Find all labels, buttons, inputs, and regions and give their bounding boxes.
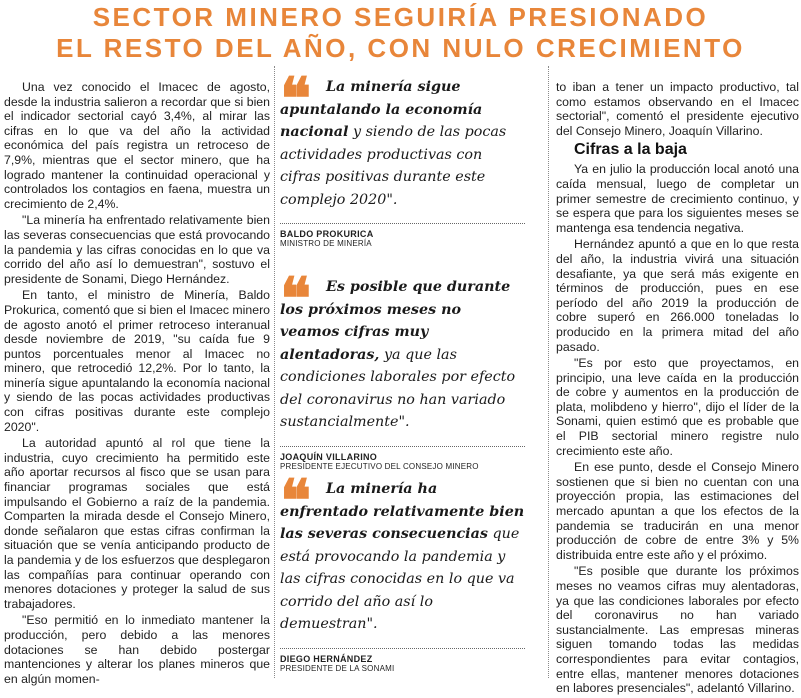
paragraph: La autoridad apuntó al rol que tiene la industria, cuyo crecimiento ha permitido este año aportar recursos al fisco que se usan para financiar programas sociales que está impulsando el Gobierno a raíz de la pandemia. Comparten la mirada desde el Consejo Minero, donde señalaron que estas cifras confirman la situación que se venía anticipando producto de la pandemia y de los esfuerzos que desplegaron las compañías para continuar operando con menores dotaciones y proteger la salud de sus trabajadores. bbox=[4, 436, 270, 611]
pull-quote-hernandez bbox=[280, 467, 525, 674]
headline bbox=[0, 2, 801, 64]
paragraph: Una vez conocido el Imacec de agosto, desde la industria salieron a recordar que si bien el indicador sectorial cayó 3,4%, al mirar las cifras en lo que va del año la actividad económica del país registra un retroceso de 7,9%, mientras que el sector minero, que ha logrado mantener la continuidad operacional y controlados los contagios en faena, muestra un crecimiento de 2,4%. bbox=[4, 80, 270, 211]
quote-mark-icon: ❝ bbox=[280, 467, 306, 535]
paragraph: "La minería ha enfrentado relativamente bien las severas consecuencias que está provocando la pandemia y las cifras conocidas en lo que va corrido del año así lo demuestran", sostuvo el presidente de Sonami, Diego Hernández. bbox=[4, 213, 270, 286]
quote-author: JOAQUÍN VILLARINO bbox=[280, 451, 378, 462]
column-divider-right bbox=[548, 66, 549, 678]
pull-quote-villarino bbox=[280, 265, 525, 472]
pull-quote-prokurica bbox=[280, 65, 525, 249]
headline-line-2: EL RESTO DEL AÑO, CON NULO CRECIMIENTO bbox=[56, 33, 745, 63]
section-subhead: Cifras a la baja bbox=[574, 141, 687, 159]
article-column-1 bbox=[4, 80, 270, 688]
quote-author-role: PRESIDENTE EJECUTIVO DEL CONSEJO MINERO bbox=[280, 461, 479, 471]
paragraph: to iban a tener un impacto productivo, tal como estamos observando en el Imacec sectorial", comentó el presidente ejecutivo del Consejo Minero, Joaquín Villarino. bbox=[556, 80, 799, 138]
quote-text: La minería sigue apuntalando la economía nacional y siendo de las pocas actividades productivas con cifras positivas durante este complejo 2020". bbox=[280, 79, 507, 208]
article-column-3 bbox=[556, 80, 799, 698]
quote-author-role: PRESIDENTE DE LA SONAMI bbox=[280, 663, 395, 673]
quote-author: DIEGO HERNÁNDEZ bbox=[280, 653, 373, 664]
quote-divider bbox=[280, 223, 525, 224]
paragraph: Ya en julio la producción local anotó una caída mensual, luego de completar un primer semestre de crecimiento continuo, y se espera que para los siguientes meses se mantenga esa tendencia negativa. bbox=[556, 162, 799, 235]
quote-text: La minería ha enfrentado relativamente bien las severas consecuencias que está provocando la pandemia y las cifras conocidas en lo que va corrido del año así lo demuestran". bbox=[280, 481, 525, 632]
quote-author-role: MINISTRO DE MINERÍA bbox=[280, 239, 372, 248]
paragraph: "Eso permitió en lo inmediato mantener la producción, pero debido a las menores dotaciones se han debido postergar mantenciones y alterar los planes mineros que en algún momen- bbox=[4, 613, 270, 686]
paragraph: Hernández apuntó a que en lo que resta del año, la industria vivirá una situación desafiante, ya que será más exigente en términos de producción, pues en ese período del año 2019 la producción de cobre superó en 266.000 toneladas lo producido en la primera mitad del año pasado. bbox=[556, 237, 799, 354]
quote-divider bbox=[280, 446, 525, 447]
quote-mark-icon: ❝ bbox=[280, 265, 306, 333]
quote-author: BALDO PROKURICA bbox=[280, 229, 374, 239]
column-divider-left bbox=[274, 66, 275, 678]
quote-mark-icon: ❝ bbox=[280, 65, 306, 133]
paragraph: En ese punto, desde el Consejo Minero sostienen que si bien no cuentan con una proyección propia, las estimaciones del mercado apuntan a que los efectos de la pandemia se traducirán en una menor producción de cobre de entre 3% y 5% distribuida entre este año y el próximo. bbox=[556, 460, 799, 562]
quote-text: Es posible que durante los próximos meses no veamos cifras muy alentadoras, ya que las condiciones laborales por efecto del coronavirus no han variado sustancialmente". bbox=[280, 279, 516, 430]
headline-line-1: SECTOR MINERO SEGUIRÍA PRESIONADO bbox=[92, 2, 709, 32]
paragraph: En tanto, el ministro de Minería, Baldo Prokurica, comentó que si bien el Imacec minero de agosto anotó el primer retroceso interanual desde noviembre de 2019, "su caída fue 9 puntos porcentuales menor al Imacec no minero, que retrocedió 12,2%. Por lo tanto, la minería sigue apuntalando la economía nacional y siendo de las pocas actividades productivas con cifras positivas durante este complejo 2020". bbox=[4, 288, 270, 434]
quote-divider bbox=[280, 648, 525, 649]
paragraph: "Es por esto que proyectamos, en principio, una leve caída en la producción de cobre y aumentos en la producción de plata, molibdeno y hierro", dijo el líder de la Sonami, quien estimó que es probable que el PIB sectorial minero registre nulo crecimiento este año. bbox=[556, 356, 799, 458]
paragraph: "Es posible que durante los próximos meses no veamos cifras muy alentadoras, ya que las condiciones laborales por efecto del coronavirus no han variado sustancialmente. Las empresas mineras siguen tomando todas las medidas correspondientes para evitar contagios, entre ellas, mantener menores dotaciones en labores presenciales", adelantó Villarino. bbox=[556, 564, 799, 696]
